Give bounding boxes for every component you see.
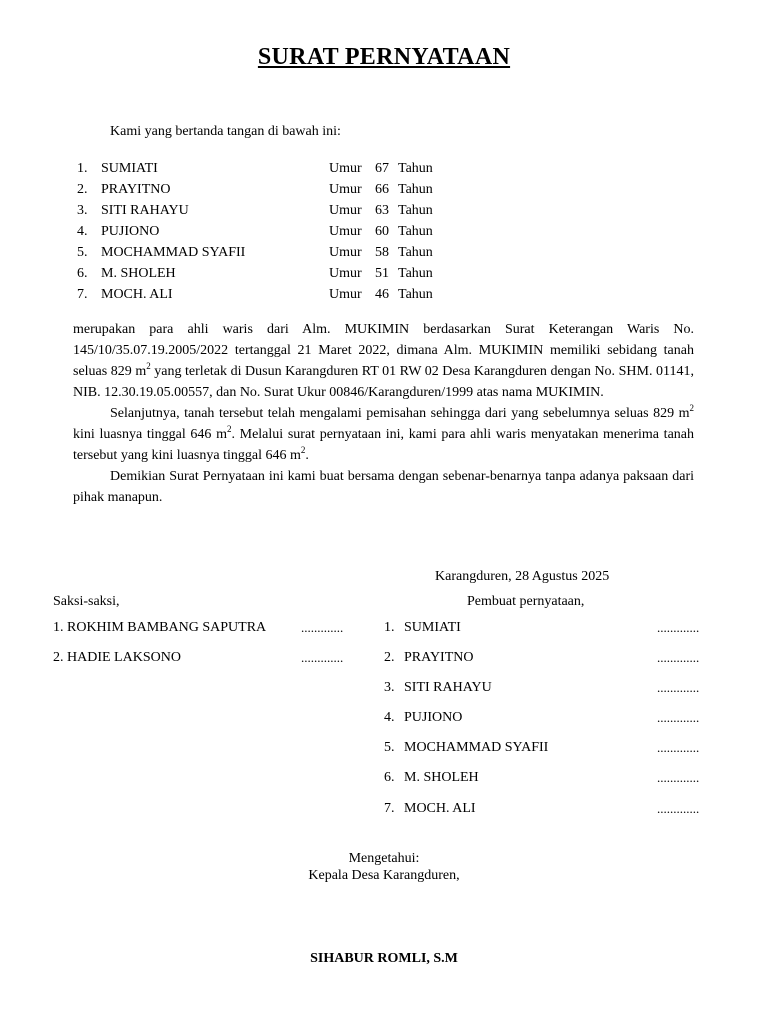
heir-number: 7. <box>77 287 88 302</box>
signer-item <box>384 740 548 756</box>
signer-item <box>384 680 492 696</box>
heir-name: M. SHOLEH <box>101 266 176 281</box>
signer-item <box>384 620 461 636</box>
statement-body <box>73 319 694 508</box>
paragraph-text: . <box>305 448 309 463</box>
paragraph-text: yang terletak di Dusun Karangduren RT 01 RW 02 Desa Karangduren dengan No. SHM. 01141, NIB. 12.30.19.05.00557, dan No. Surat Ukur 00846/Karangduren/1999 atas nama MUKIMIN. <box>73 364 694 400</box>
signer-number: 4. <box>384 710 395 725</box>
signer-item <box>384 710 462 726</box>
signer-number: 3. <box>384 680 395 695</box>
signer-number: 2. <box>384 650 395 665</box>
heir-number: 3. <box>77 203 88 218</box>
superscript: 2 <box>226 424 232 434</box>
heir-name: MOCHAMMAD SYAFII <box>101 245 246 260</box>
signer-item <box>384 650 474 666</box>
heir-item <box>77 221 457 242</box>
witness-name: 1. ROKHIM BAMBANG SAPUTRA <box>53 620 267 635</box>
heir-number: 1. <box>77 161 88 176</box>
age-unit: Tahun <box>398 224 433 239</box>
signer-number: 7. <box>384 801 395 816</box>
age-unit: Tahun <box>398 266 433 281</box>
document-title: SURAT PERNYATAAN <box>257 44 511 70</box>
heir-name: SITI RAHAYU <box>101 203 189 218</box>
age-value: 63 <box>375 203 389 218</box>
signer-name: M. SHOLEH <box>404 770 479 785</box>
heir-item <box>77 179 457 200</box>
heir-name: PRAYITNO <box>101 182 171 197</box>
signature-line: ............. <box>657 710 700 725</box>
age-unit: Tahun <box>398 287 433 302</box>
signers-label: Pembuat pernyataan, <box>467 594 585 609</box>
signer-name: SITI RAHAYU <box>404 680 492 695</box>
age-label: Umur <box>329 266 362 281</box>
heir-number: 5. <box>77 245 88 260</box>
superscript: 2 <box>300 445 306 455</box>
age-label: Umur <box>329 203 362 218</box>
signature-line: ............. <box>657 801 700 816</box>
signature-line: ............. <box>657 620 700 635</box>
signer-number: 1. <box>384 620 395 635</box>
age-unit: Tahun <box>398 182 433 197</box>
superscript: 2 <box>689 403 694 413</box>
heir-number: 6. <box>77 266 88 281</box>
age-label: Umur <box>329 161 362 176</box>
age-value: 51 <box>375 266 389 281</box>
signer-name: MOCH. ALI <box>404 801 476 816</box>
signature-line: ............. <box>657 680 700 695</box>
heir-item <box>77 284 457 305</box>
age-label: Umur <box>329 287 362 302</box>
signature-line: ............. <box>301 650 344 665</box>
signer-number: 5. <box>384 740 395 755</box>
heir-item <box>77 200 457 221</box>
paragraph-text: Selanjutnya, tanah tersebut telah mengalami pemisahan sehingga dari yang sebelumnya seluas 829 m <box>110 406 690 421</box>
village-head-name: SIHABUR ROMLI, S.M <box>310 951 458 966</box>
age-label: Umur <box>329 245 362 260</box>
village-head-title: Kepala Desa Karangduren, <box>308 868 460 883</box>
age-value: 66 <box>375 182 389 197</box>
signer-number: 6. <box>384 770 395 785</box>
witnesses-label: Saksi-saksi, <box>53 594 120 609</box>
age-label: Umur <box>329 182 362 197</box>
age-value: 67 <box>375 161 389 176</box>
place-date: Karangduren, 28 Agustus 2025 <box>435 569 610 584</box>
paragraph-text: kini luasnya tinggal 646 m <box>73 427 227 442</box>
signature-line: ............. <box>301 620 344 635</box>
signer-item <box>384 770 479 786</box>
paragraph-text: merupakan para ahli waris dari Alm. MUKIMIN berdasarkan Surat Keterangan Waris No. 145/10/35.07.19.2005/2022 tertanggal 21 Maret 2022, dimana Alm. MUKIMIN memiliki sebidang tanah seluas 829 m <box>73 322 694 379</box>
age-value: 58 <box>375 245 389 260</box>
superscript: 2 <box>146 361 151 371</box>
signature-line: ............. <box>657 770 700 785</box>
heir-list <box>77 158 457 305</box>
acknowledgement-label: Mengetahui: <box>348 851 420 866</box>
witness-name: 2. HADIE LAKSONO <box>53 650 181 665</box>
age-unit: Tahun <box>398 161 433 176</box>
heir-item <box>77 242 457 263</box>
signer-name: SUMIATI <box>404 620 461 635</box>
age-value: 46 <box>375 287 389 302</box>
heir-item <box>77 158 457 179</box>
paragraph-closing: Demikian Surat Pernyataan ini kami buat bersama dengan sebenar-benarnya tanpa adanya paksaan dari pihak manapun. <box>73 469 694 505</box>
heir-name: PUJIONO <box>101 224 160 239</box>
heir-number: 2. <box>77 182 88 197</box>
signature-line: ............. <box>657 650 700 665</box>
signer-name: MOCHAMMAD SYAFII <box>404 740 549 755</box>
age-unit: Tahun <box>398 203 433 218</box>
age-label: Umur <box>329 224 362 239</box>
paragraph-inheritance <box>73 319 694 403</box>
paragraph-separation <box>73 403 694 466</box>
heir-item <box>77 263 457 284</box>
paragraph-text: . Melalui surat pernyataan ini, kami para ahli waris menyatakan menerima tanah tersebut yang kini luasnya tinggal 646 m <box>73 427 694 463</box>
signer-name: PUJIONO <box>404 710 463 725</box>
age-unit: Tahun <box>398 245 433 260</box>
heir-name: SUMIATI <box>101 161 158 176</box>
signer-item <box>384 801 476 817</box>
signer-name: PRAYITNO <box>404 650 474 665</box>
intro-text: Kami yang bertanda tangan di bawah ini: <box>110 124 341 139</box>
signature-line: ............. <box>657 740 700 755</box>
heir-name: MOCH. ALI <box>101 287 173 302</box>
age-value: 60 <box>375 224 389 239</box>
heir-number: 4. <box>77 224 88 239</box>
